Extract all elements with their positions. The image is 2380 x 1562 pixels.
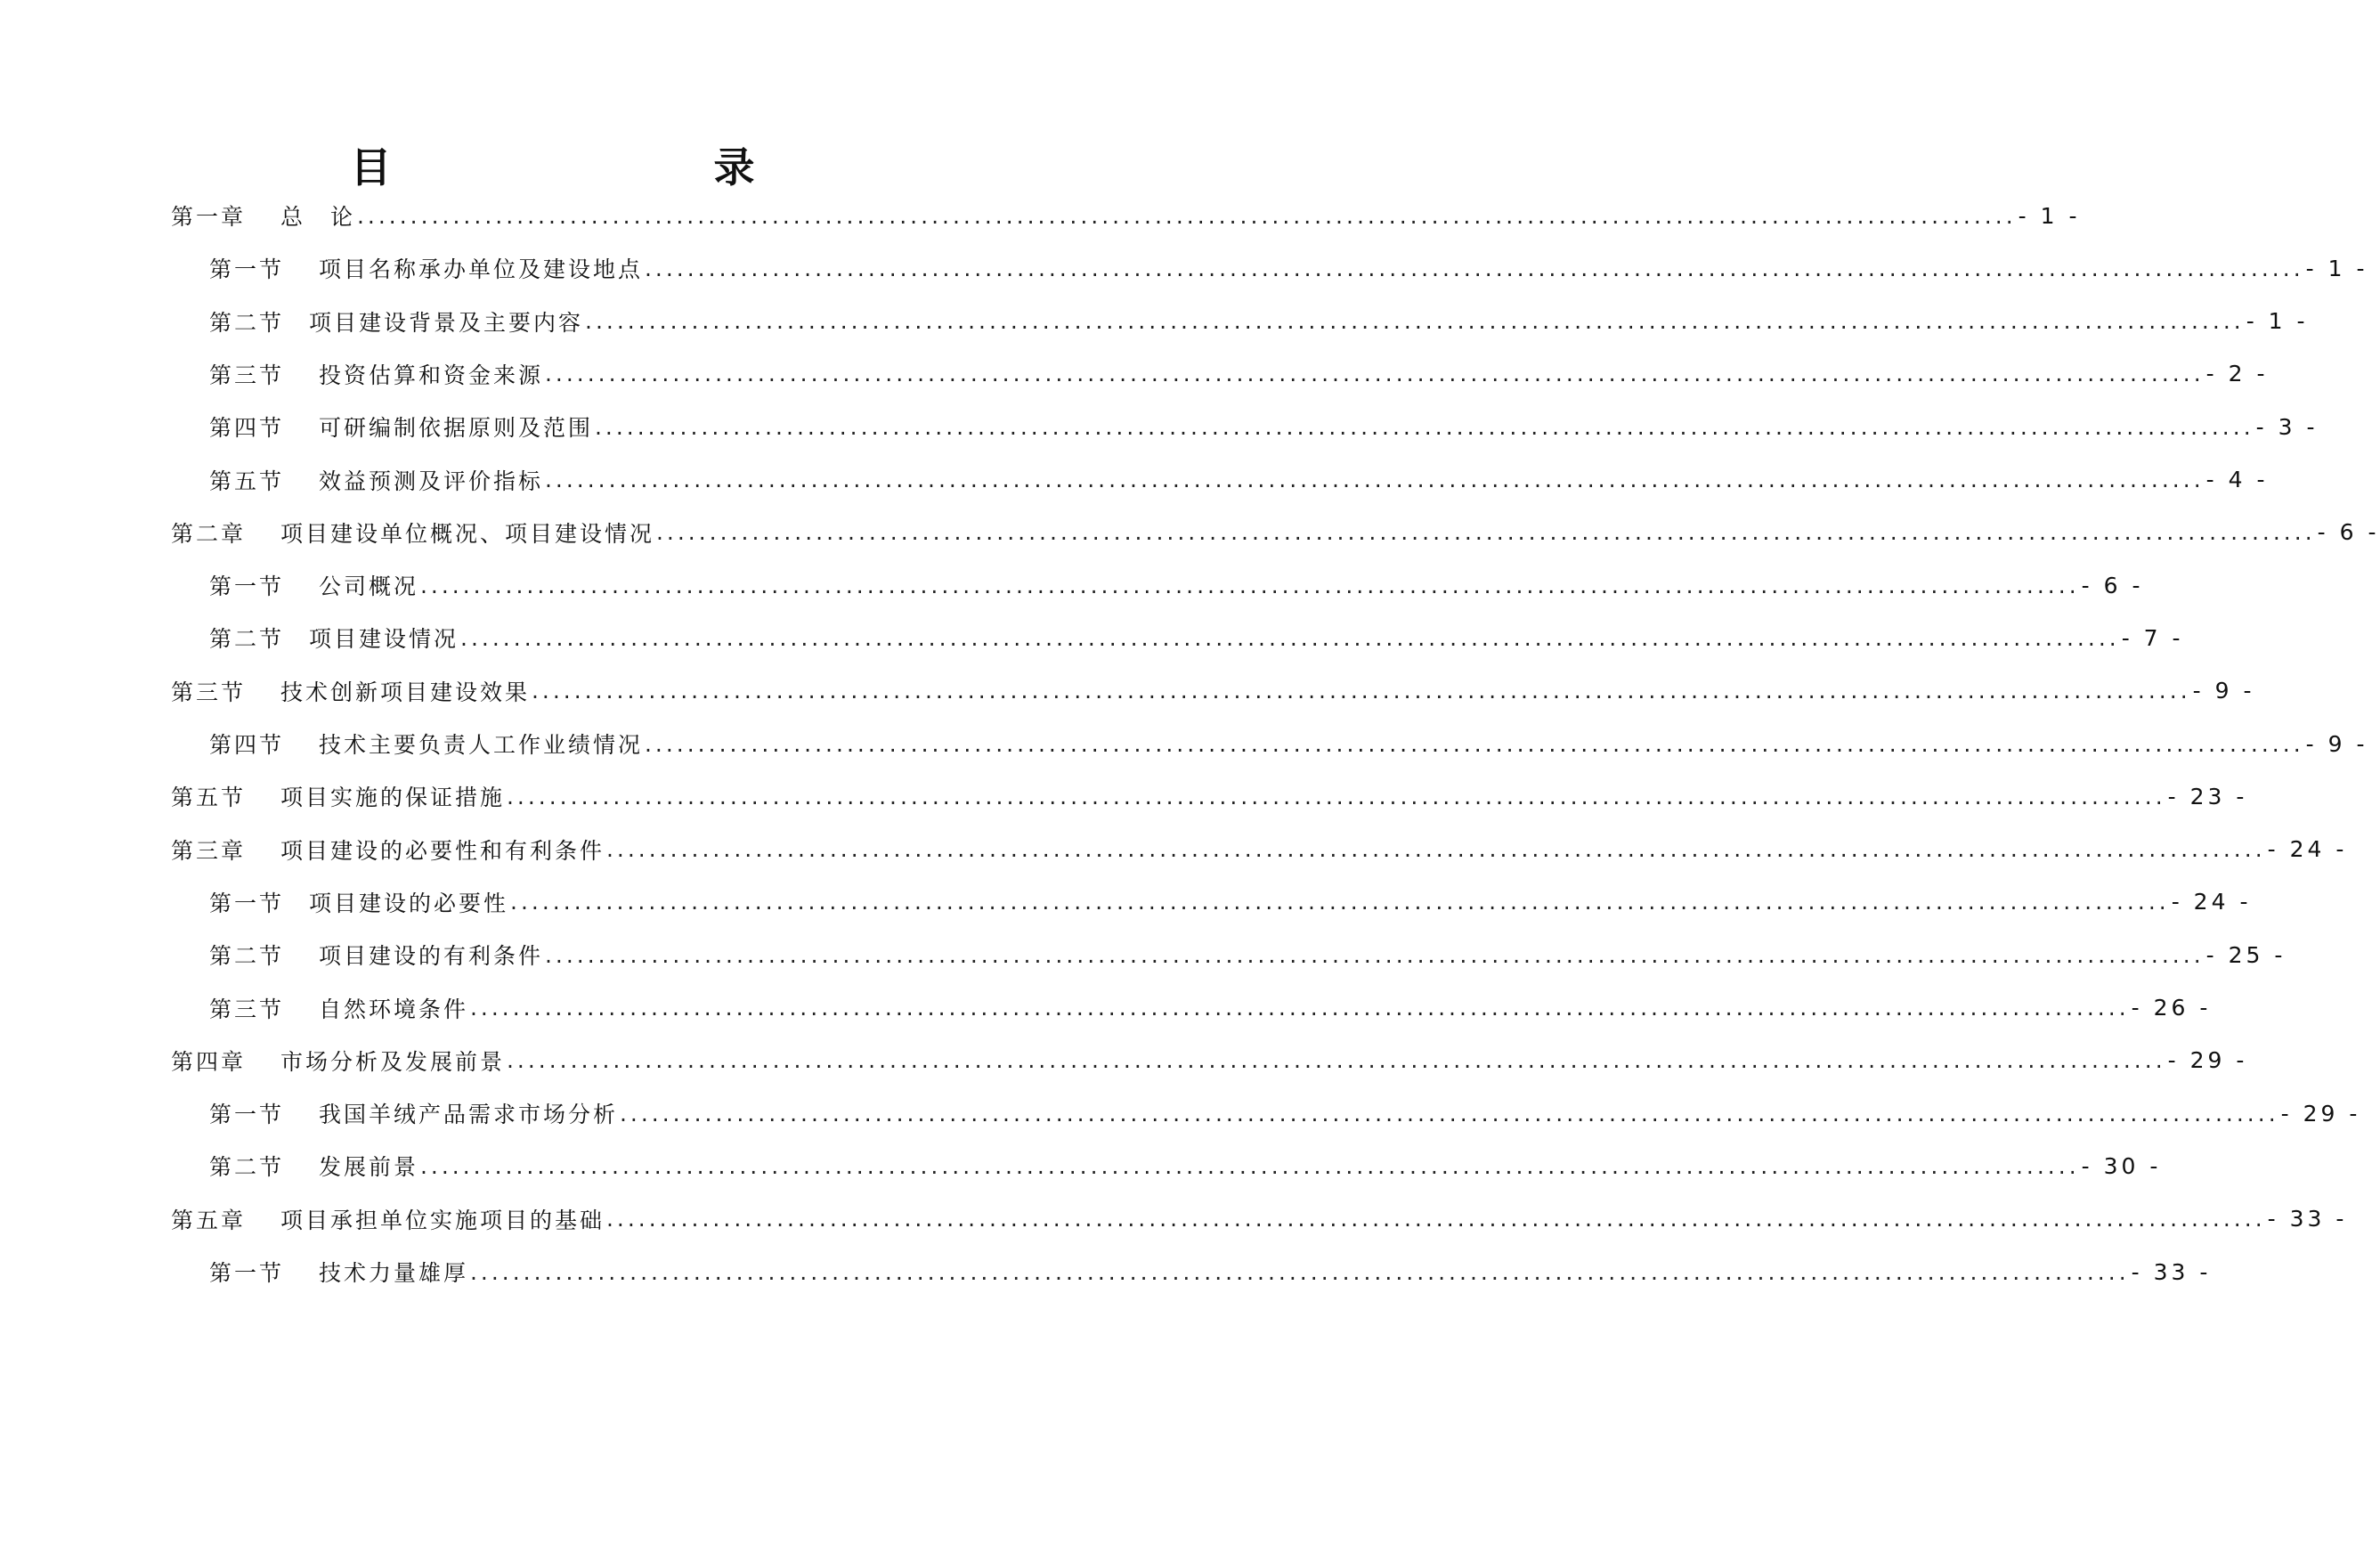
toc-entry[interactable]	[209, 304, 2309, 339]
toc-entry-label: 第一节 项目名称承办单位及建设地点	[209, 256, 643, 283]
toc-entry-label: 第一节 我国羊绒产品需求市场分析	[209, 1102, 618, 1128]
toc-entry-page-number: - 33 -	[2131, 1258, 2212, 1285]
toc-entry-label: 第三节 自然环境条件	[209, 996, 468, 1022]
toc-entry[interactable]	[209, 1095, 2361, 1131]
toc-entry[interactable]	[171, 778, 2248, 814]
toc-entry-label: 第一节 项目建设的必要性	[209, 890, 509, 916]
toc-entry-page-number: - 29 -	[2167, 1047, 2248, 1074]
toc-dot-leader: ............................................................................................................................................................	[356, 202, 2017, 229]
toc-entry-page-number: - 23 -	[2167, 783, 2248, 809]
toc-entry[interactable]	[209, 462, 2269, 498]
toc-entry[interactable]	[171, 673, 2255, 709]
toc-entry-page-number: - 9 -	[2305, 730, 2368, 757]
toc-entry[interactable]	[209, 937, 2287, 972]
toc-entry-label: 第二章 项目建设单位概况、项目建设情况	[171, 520, 654, 547]
toc-entry-page-number: - 7 -	[2121, 624, 2184, 651]
toc-entry-page-number: - 2 -	[2205, 361, 2269, 387]
toc-entry-label: 第一节 公司概况	[209, 574, 418, 600]
toc-entry-label: 第一节 技术力量雄厚	[209, 1260, 468, 1286]
toc-entry-page-number: - 1 -	[2305, 255, 2368, 281]
toc-entry[interactable]	[209, 1254, 2212, 1289]
toc-entry-page-number: - 33 -	[2267, 1206, 2348, 1233]
toc-dot-leader: ............................................................................................................................................................	[469, 1258, 2130, 1285]
toc-entry-label: 第三节 技术创新项目建设效果	[171, 679, 530, 705]
toc-dot-leader: ............................................................................................................................................................	[544, 361, 2205, 387]
toc-entry[interactable]	[209, 1148, 2162, 1184]
toc-entry-page-number: - 6 -	[2081, 572, 2144, 598]
toc-entry-page-number: - 24 -	[2171, 889, 2252, 915]
toc-entry-label: 第四节 可研编制依据原则及范围	[209, 415, 593, 442]
toc-dot-leader: ............................................................................................................................................................	[544, 941, 2205, 968]
toc-dot-leader: ............................................................................................................................................................	[419, 1152, 2080, 1179]
toc-entry[interactable]	[171, 198, 2081, 233]
toc-entry-page-number: - 24 -	[2267, 836, 2348, 863]
toc-entry-label: 第四章 市场分析及发展前景	[171, 1048, 505, 1075]
toc-entry[interactable]	[209, 409, 2319, 444]
toc-entry[interactable]	[209, 567, 2144, 603]
toc-entry[interactable]	[209, 356, 2269, 392]
toc-entry-page-number: - 3 -	[2255, 413, 2319, 440]
toc-entry-label: 第五章 项目承担单位实施项目的基础	[171, 1207, 605, 1233]
toc-dot-leader: ............................................................................................................................................................	[460, 624, 2120, 651]
toc-entry[interactable]	[209, 726, 2368, 761]
toc-entry-label: 第五节 效益预测及评价指标	[209, 468, 543, 494]
toc-entry-page-number: - 29 -	[2280, 1100, 2361, 1127]
toc-entry[interactable]	[209, 620, 2184, 655]
toc-entry-page-number: - 30 -	[2081, 1152, 2162, 1179]
toc-entry-page-number: - 1 -	[2018, 202, 2081, 229]
toc-entry[interactable]	[171, 1043, 2248, 1078]
page-title: 目 录	[350, 143, 835, 191]
toc-dot-leader: ............................................................................................................................................................	[544, 467, 2205, 492]
toc-dot-leader: ............................................................................................................................................................	[644, 255, 2304, 281]
toc-dot-leader: ............................................................................................................................................................	[605, 836, 2266, 863]
toc-entry-label: 第二节 发展前景	[209, 1154, 418, 1181]
toc-entry-label: 第二节 项目建设的有利条件	[209, 943, 543, 970]
toc-dot-leader: ............................................................................................................................................................	[506, 783, 2166, 809]
toc-dot-leader: ............................................................................................................................................................	[469, 995, 2130, 1021]
toc-entry[interactable]	[209, 884, 2252, 920]
toc-entry-page-number: - 26 -	[2131, 995, 2212, 1021]
toc-entry-label: 第三节 投资估算和资金来源	[209, 362, 543, 388]
toc-entry-page-number: - 4 -	[2205, 467, 2269, 492]
toc-dot-leader: ............................................................................................................................................................	[585, 308, 2245, 335]
toc-entry[interactable]	[171, 832, 2348, 867]
toc-entry-label: 第二节 项目建设情况	[209, 626, 459, 653]
toc-entry-label: 第四节 技术主要负责人工作业绩情况	[209, 732, 643, 758]
toc-entry[interactable]	[171, 1201, 2348, 1237]
toc-entry-page-number: - 9 -	[2192, 678, 2255, 704]
toc-entry[interactable]	[171, 515, 2380, 550]
toc-dot-leader: ............................................................................................................................................................	[510, 889, 2170, 915]
toc-entry-page-number: - 1 -	[2246, 308, 2309, 335]
toc-dot-leader: ............................................................................................................................................................	[419, 572, 2080, 598]
toc-entry-label: 第二节 项目建设背景及主要内容	[209, 309, 584, 336]
toc-entry[interactable]	[209, 250, 2368, 286]
toc-dot-leader: ............................................................................................................................................................	[594, 413, 2254, 440]
toc-dot-leader: ............................................................................................................................................................	[619, 1100, 2279, 1127]
toc-dot-leader: ............................................................................................................................................................	[644, 730, 2304, 757]
toc-entry-label: 第三章 项目建设的必要性和有利条件	[171, 837, 605, 864]
toc-entry[interactable]	[209, 990, 2212, 1026]
toc-dot-leader: ............................................................................................................................................................	[506, 1047, 2166, 1074]
toc-entry-page-number: - 25 -	[2205, 941, 2287, 968]
toc-entry-label: 第一章 总 论	[171, 204, 355, 230]
toc-dot-leader: ............................................................................................................................................................	[605, 1206, 2266, 1233]
toc-dot-leader: ............................................................................................................................................................	[531, 678, 2191, 704]
toc-dot-leader: ............................................................................................................................................................	[655, 519, 2316, 546]
toc-entry-page-number: - 6 -	[2317, 519, 2380, 546]
toc-entry-label: 第五节 项目实施的保证措施	[171, 785, 505, 811]
